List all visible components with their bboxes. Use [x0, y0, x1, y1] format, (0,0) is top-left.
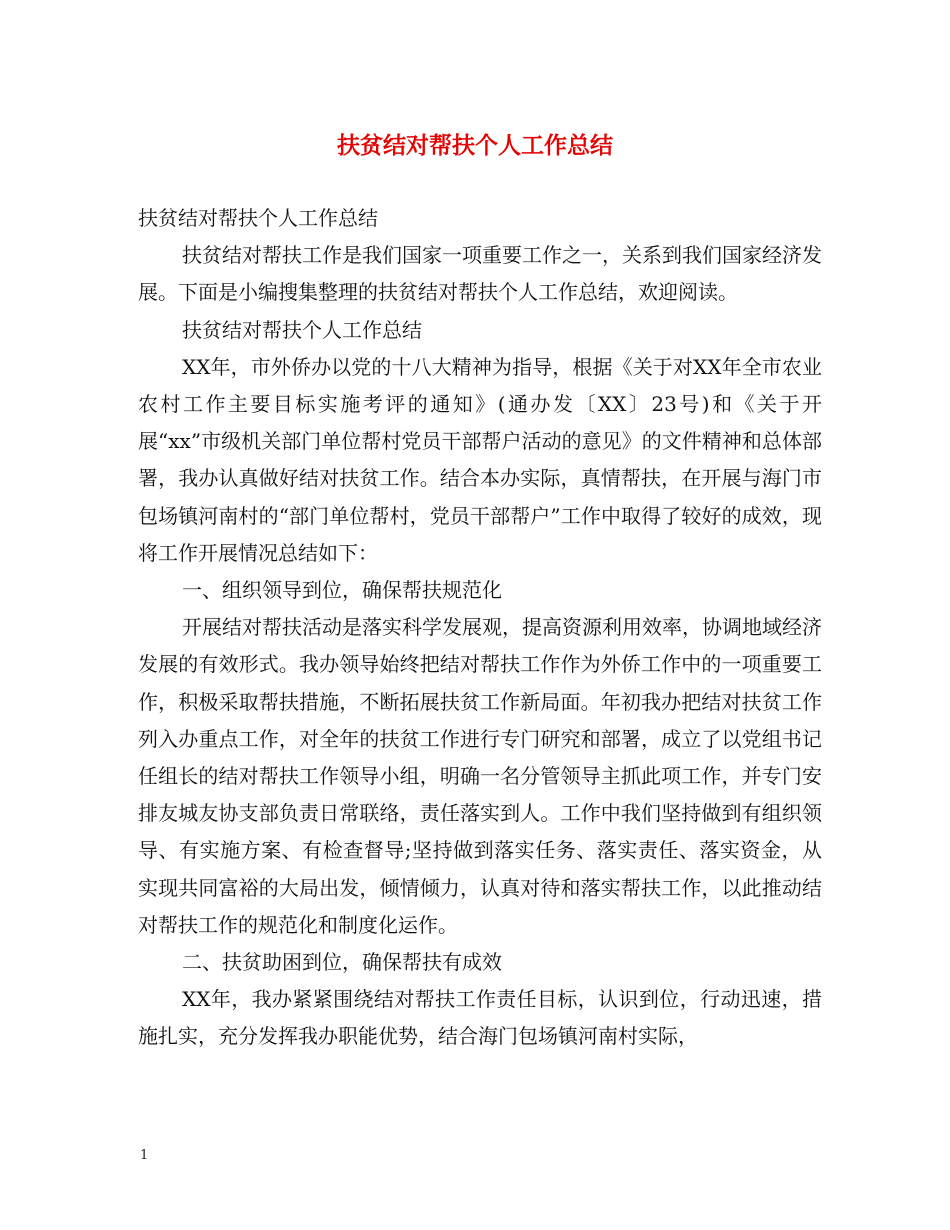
section-heading-1: 一、组织领导到位，确保帮扶规范化: [182, 578, 502, 603]
paragraph-section-2: XX年，我办紧紧围绕结对帮扶工作责任目标，认识到位，行动迅速，措施扎实，充分发挥我办职能优势，结合海门包场镇河南村实际，: [138, 987, 822, 1049]
paragraph-intro: 扶贫结对帮扶工作是我们国家一项重要工作之一，关系到我们国家经济发展。下面是小编搜集整理的扶贫结对帮扶个人工作总结，欢迎阅读。: [138, 243, 822, 305]
document-title: 扶贫结对帮扶个人工作总结: [337, 133, 613, 159]
document-body: [138, 200, 822, 1056]
paragraph-section-1: 开展结对帮扶活动是落实科学发展观，提高资源利用效率，协调地域经济发展的有效形式。我办领导始终把结对帮扶工作作为外侨工作中的一项重要工作，积极采取帮扶措施，不断拓展扶贫工作新局面。年初我办把结对扶贫工作列入办重点工作，对全年的扶贫工作进行专门研究和部署，成立了以党组书记任组长的结对帮扶工作领导小组，明确一名分管领导主抓此项工作，并专门安排友城友协支部负责日常联络，责任落实到人。工作中我们坚持做到有组织领导、有实施方案、有检查督导;坚持做到落实任务、落实责任、落实资金，从实现共同富裕的大局出发，倾情倾力，认真对待和落实帮扶工作，以此推动结对帮扶工作的规范化和制度化运作。: [138, 615, 822, 937]
paragraph-heading: 扶贫结对帮扶个人工作总结: [138, 206, 378, 230]
paragraph-overview: XX年，市外侨办以党的十八大精神为指导，根据《关于对XX年全市农业农村工作主要目标实施考评的通知》(通办发〔XX〕23号)和《关于开展“xx”市级机关部门单位帮村党员干部帮户活动的意见》的文件精神和总体部署，我办认真做好结对扶贫工作。结合本办实际，真情帮扶，在开展与海门市包场镇河南村的“部门单位帮村，党员干部帮户”工作中取得了较好的成效，现将工作开展情况总结如下：: [138, 354, 822, 565]
paragraph-subtitle: 扶贫结对帮扶个人工作总结: [182, 317, 422, 342]
page-number: 1: [140, 1148, 149, 1163]
section-heading-2: 二、扶贫助困到位，确保帮扶有成效: [182, 950, 502, 975]
